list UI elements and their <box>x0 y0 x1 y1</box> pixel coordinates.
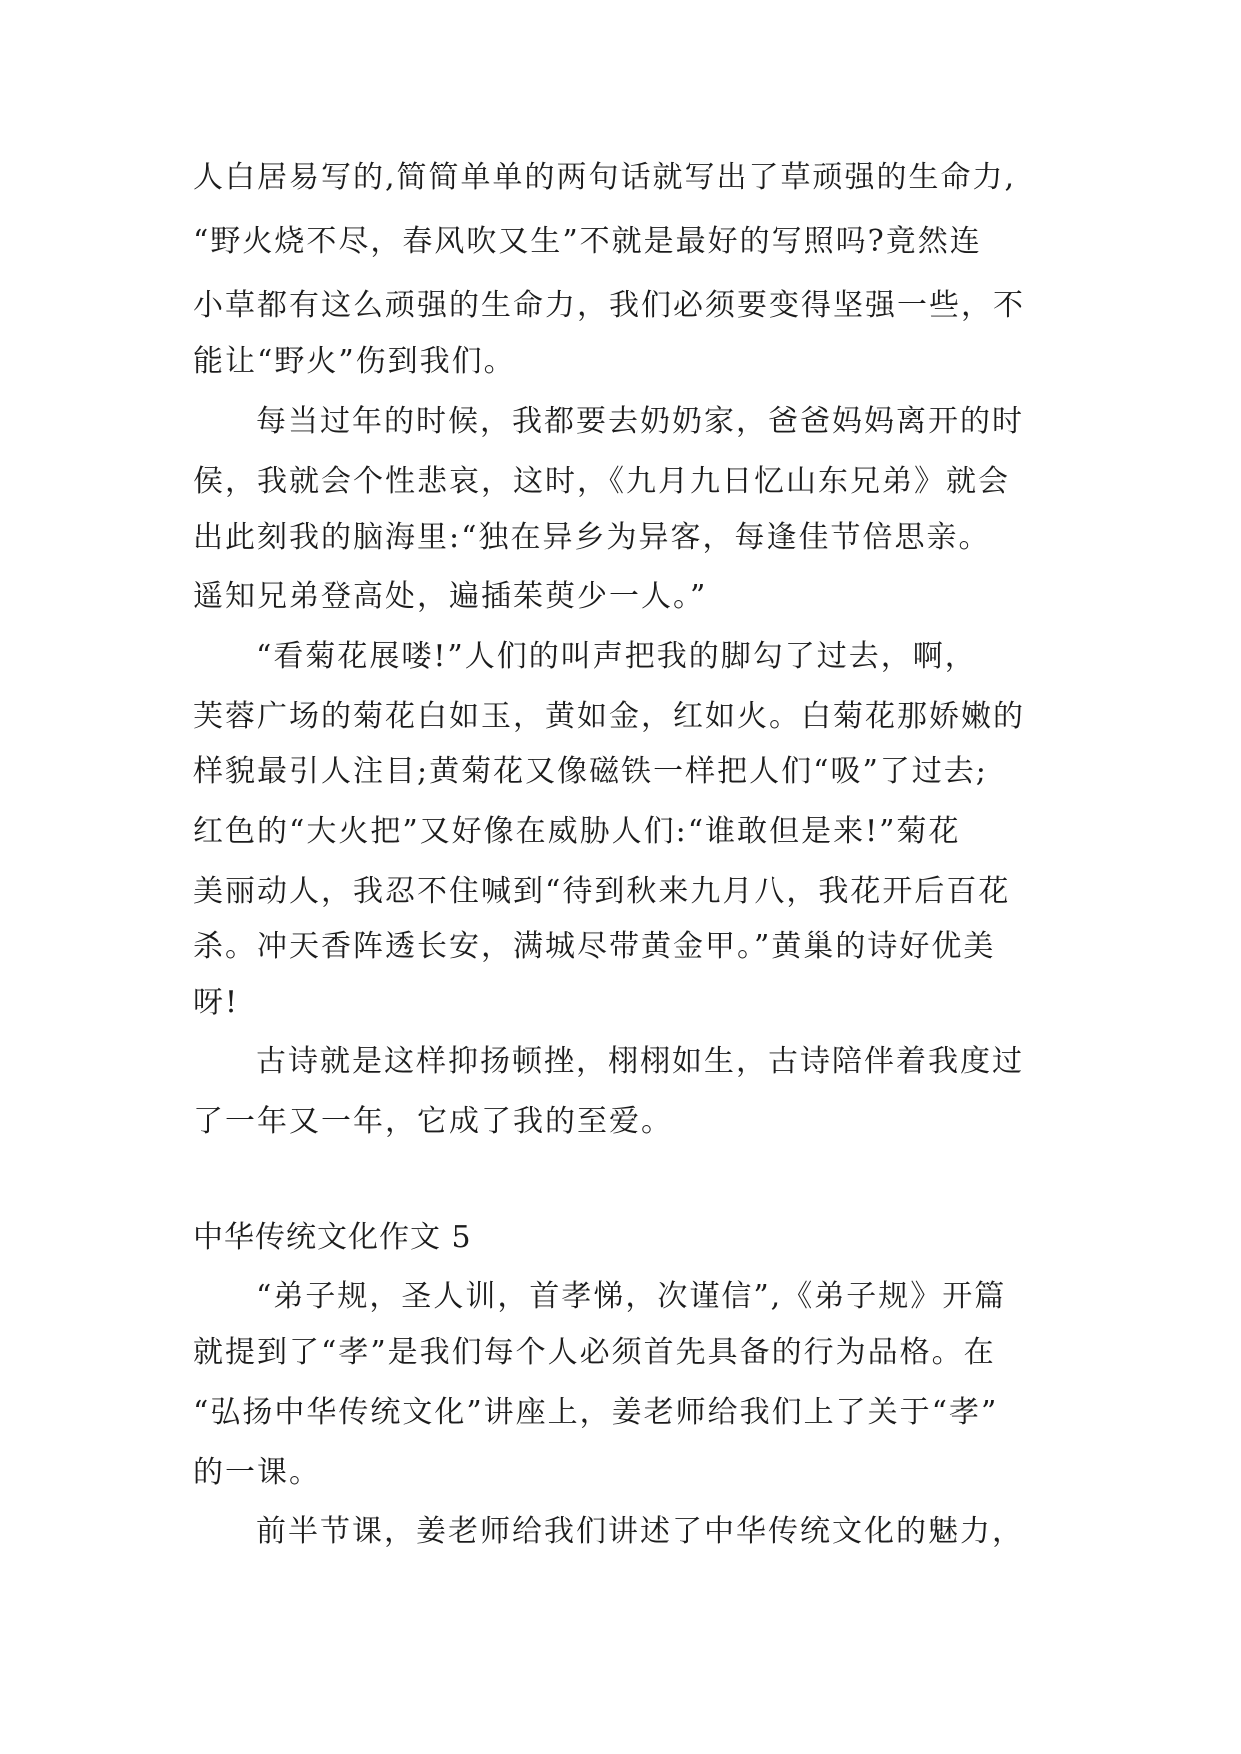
text-line: 芙蓉广场的菊花白如玉，黄如金，红如火。白菊花那娇嫩的 <box>193 699 1025 734</box>
text-line: “弘扬中华传统文化”讲座上，姜老师给我们上了关于“孝” <box>193 1395 999 1430</box>
text-line: 侯，我就会个性悲哀，这时，《九月九日忆山东兄弟》就会 <box>193 464 1010 499</box>
text-line: 人白居易写的,简简单单的两句话就写出了草顽强的生命力, <box>193 160 1017 195</box>
text-line: 就提到了“孝”是我们每个人必须首先具备的行为品格。在 <box>193 1335 996 1370</box>
text-line: 美丽动人，我忍不住喊到“待到秋来九月八，我花开后百花 <box>193 874 1011 909</box>
text-line: 了一年又一年，它成了我的至爱。 <box>193 1104 673 1139</box>
text-line: 呀! <box>193 985 240 1020</box>
text-line: 红色的“大火把”又好像在威胁人们:“谁敢但是来!”菊花 <box>193 814 961 849</box>
text-line: 样貌最引人注目;黄菊花又像磁铁一样把人们“吸”了过去; <box>193 754 988 789</box>
text-line: 出此刻我的脑海里:“独在异乡为异客，每逢佳节倍思亲。 <box>193 520 991 555</box>
text-line: 小草都有这么顽强的生命力，我们必须要变得坚强一些，不 <box>193 288 1025 323</box>
paragraph-first-line: 前半节课，姜老师给我们讲述了中华传统文化的魅力， <box>256 1514 1024 1549</box>
text-line: 能让“野火”伤到我们。 <box>193 344 516 379</box>
section-heading: 中华传统文化作文 5 <box>193 1220 472 1255</box>
paragraph-first-line: “看菊花展喽!”人们的叫声把我的脚勾了过去，啊， <box>256 639 977 674</box>
paragraph-first-line: “弟子规，圣人训，首孝悌，次谨信”,《弟子规》开篇 <box>256 1279 1007 1314</box>
text-line: 杀。冲天香阵透长安，满城尽带黄金甲。”黄巢的诗好优美 <box>193 929 996 964</box>
paragraph-first-line: 古诗就是这样抑扬顿挫，栩栩如生，古诗陪伴着我度过 <box>256 1044 1024 1079</box>
text-line: “野火烧不尽，春风吹又生”不就是最好的写照吗?竟然连 <box>193 224 982 259</box>
text-line: 遥知兄弟登高处，遍插茱萸少一人。” <box>193 579 708 614</box>
paragraph-first-line: 每当过年的时候，我都要去奶奶家，爸爸妈妈离开的时 <box>256 404 1024 439</box>
text-line: 的一课。 <box>193 1455 321 1490</box>
